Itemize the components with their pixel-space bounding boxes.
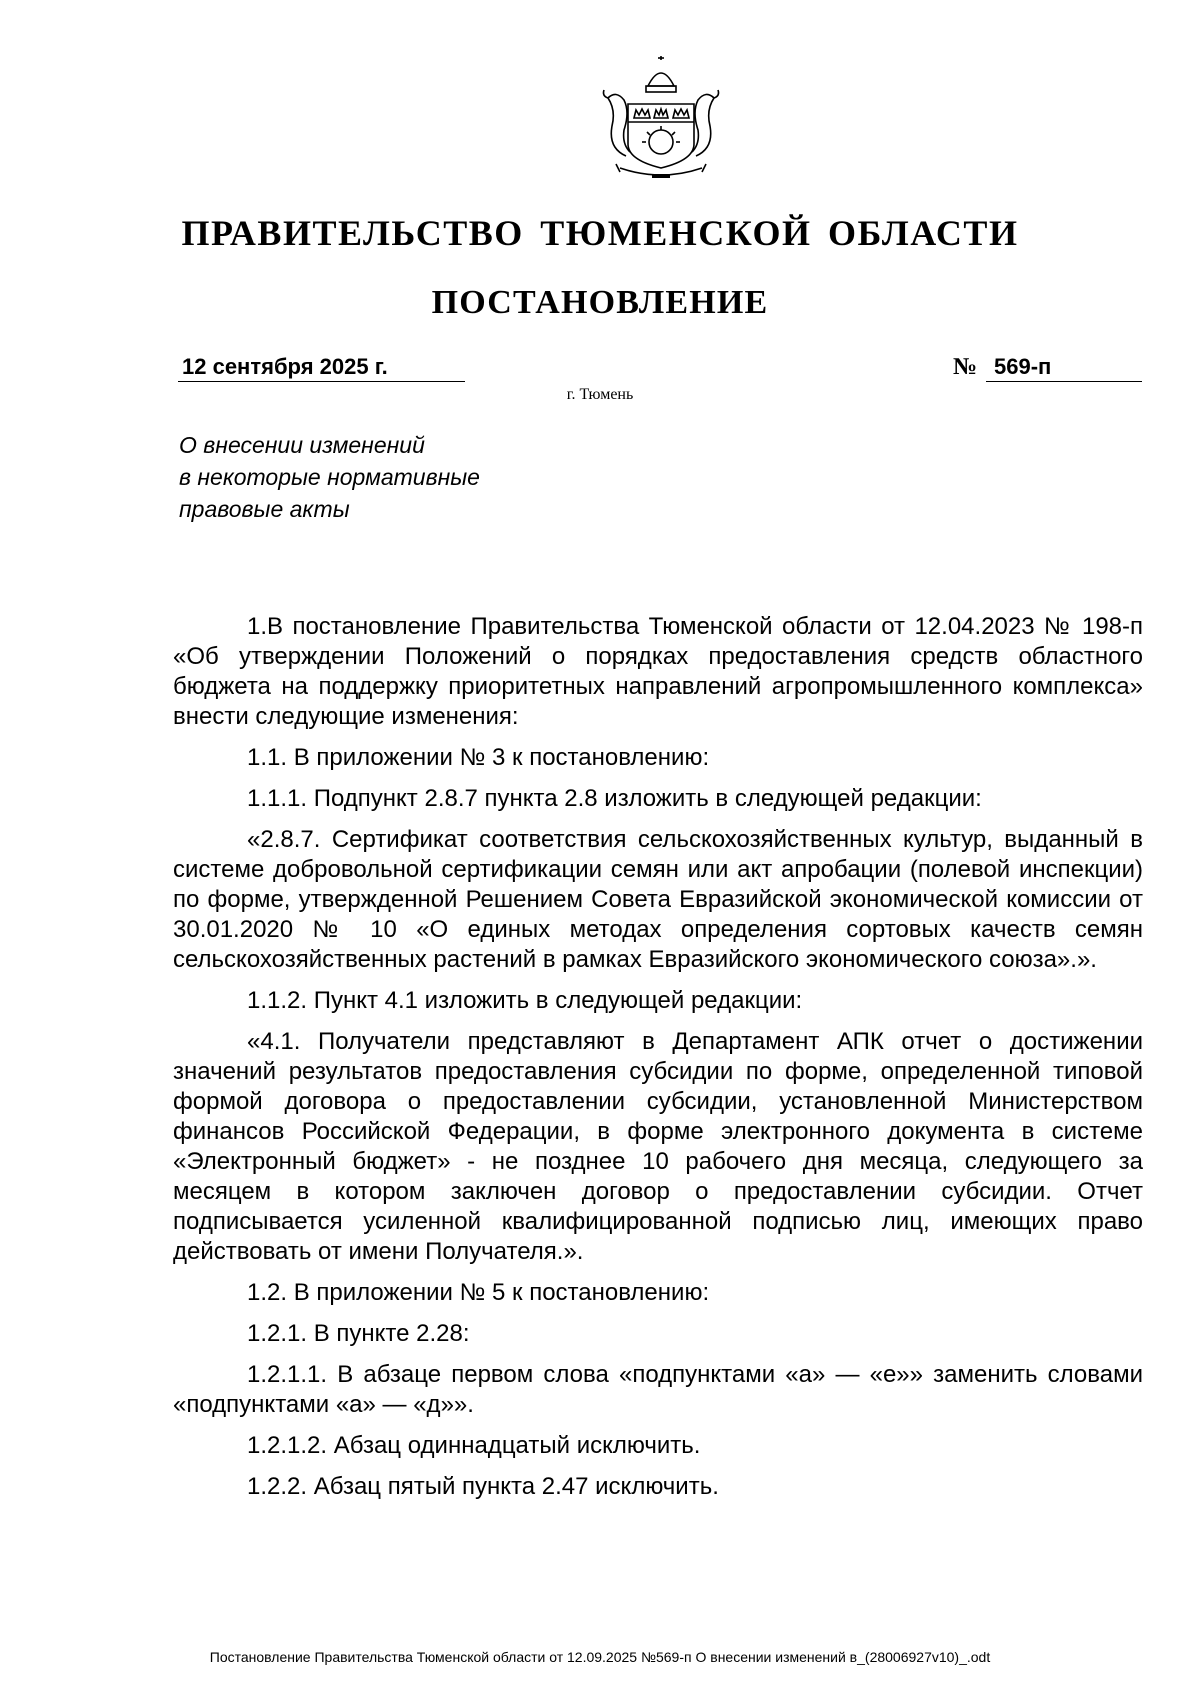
city: г. Тюмень bbox=[566, 386, 634, 403]
subject-line: правовые акты bbox=[179, 496, 350, 522]
paragraph: 1.В постановление Правительства Тюменской области от 12.04.2023 № 198-п «Об утверждении Положений о порядках предоставления средств областного бюджета на поддержку приоритетных направлений агропромышленного комплекса» внести следующие изменения: bbox=[173, 613, 1143, 730]
number-label: № bbox=[953, 354, 978, 380]
document-footer: Постановление Правительства Тюменской области от 12.09.2025 №569-п О внесении изменений в_(28006927v10)_.odt bbox=[209, 1649, 991, 1665]
document-number: 569-п bbox=[986, 353, 1142, 382]
paragraph: 1.1.1. Подпункт 2.8.7 пункта 2.8 изложить в следующей редакции: bbox=[247, 785, 982, 812]
paragraph: «2.8.7. Сертификат соответствия сельскохозяйственных культур, выданный в системе добровольной сертификации семян или акт апробации (полевой инспекции) по форме, утвержденной Решением Совета Евразийской экономической комиссии от 30.01.2020 № 10 «О единых методах определения сортовых качеств семян сельскохозяйственных растений в рамках Евразийского экономического союза».». bbox=[173, 826, 1143, 973]
document-body bbox=[173, 612, 1143, 1513]
coat-of-arms-icon bbox=[586, 56, 736, 184]
paragraph: «4.1. Получатели представляют в Департамент АПК отчет о достижении значений результатов предоставления субсидии по форме, определенной типовой формой договора о предоставлении субсидии, установленной Министерством финансов Российской Федерации, в форме электронного документа в системе «Электронный бюджет» - не позднее 10 рабочего дня месяца, следующего за месяцем в котором заключен договор о предоставлении субсидии. Отчет подписывается усиленной квалифицированной подписью лиц, имеющих право действовать от имени Получателя.». bbox=[173, 1028, 1143, 1265]
paragraph: 1.1.2. Пункт 4.1 изложить в следующей редакции: bbox=[247, 987, 803, 1014]
document-date: 12 сентября 2025 г. bbox=[178, 353, 465, 382]
government-title: ПРАВИТЕЛЬСТВО ТЮМЕНСКОЙ ОБЛАСТИ bbox=[181, 213, 1019, 253]
document-subject bbox=[179, 429, 599, 525]
paragraph: 1.1. В приложении № 3 к постановлению: bbox=[247, 744, 710, 771]
paragraph: 1.2.1.1. В абзаце первом слова «подпунктами «а» — «е»» заменить словами «подпунктами «а» — «д»». bbox=[173, 1361, 1143, 1418]
subject-line: О внесении изменений bbox=[179, 432, 425, 458]
subject-line: в некоторые нормативные bbox=[179, 464, 480, 490]
paragraph: 1.2.1. В пункте 2.28: bbox=[247, 1320, 470, 1347]
paragraph: 1.2.2. Абзац пятый пункта 2.47 исключить. bbox=[247, 1473, 719, 1500]
paragraph: 1.2. В приложении № 5 к постановлению: bbox=[247, 1279, 710, 1306]
document-type: ПОСТАНОВЛЕНИЕ bbox=[431, 284, 769, 321]
paragraph: 1.2.1.2. Абзац одиннадцатый исключить. bbox=[247, 1432, 701, 1459]
